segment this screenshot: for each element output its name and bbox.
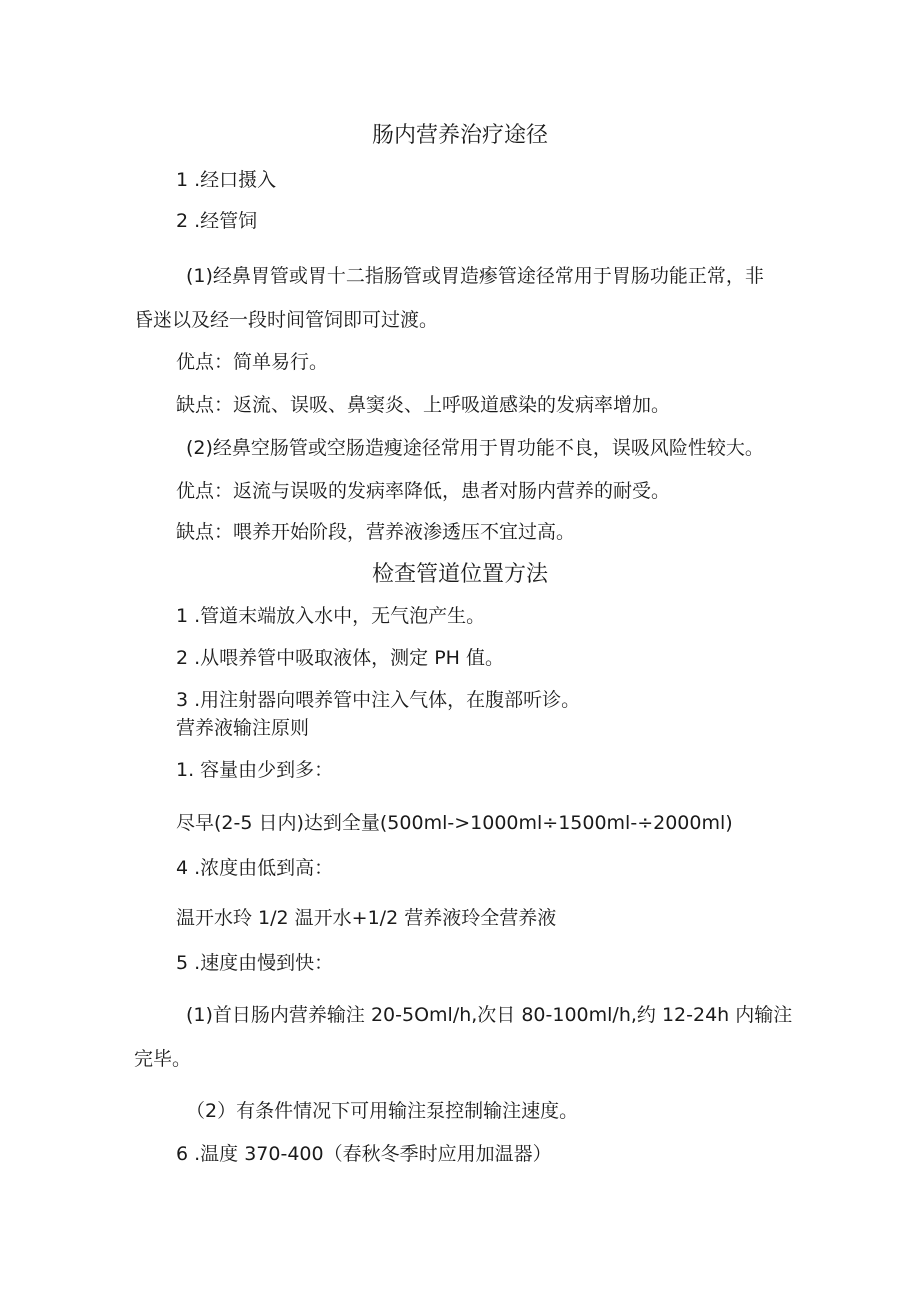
list-item-oral-intake: 1 .经口摄入	[176, 169, 277, 191]
list-item-volume: 1. 容量由少到多：	[176, 759, 334, 781]
speed-detail-first-day-cont: 完毕。	[134, 1048, 192, 1070]
list-item-ph-test: 2 .从喂养管中吸取液体，测定 PH 值。	[176, 647, 504, 669]
volume-detail: 尽早(2-5 日内)达到全量(500ml->1000ml÷1500ml-÷2000ml)	[176, 812, 733, 834]
section-title-tube-position-check: 检查管道位置方法	[371, 562, 548, 587]
pros-nasojejunal: 优点：返流与误吸的发病率降低，患者对肠内营养的耐受。	[176, 480, 671, 502]
paragraph-nasogastric-route-cont: 昏迷以及经一段时间管饲即可过渡。	[134, 309, 439, 331]
list-item-auscultation-test: 3 .用注射器向喂养管中注入气体，在腹部听诊。	[176, 689, 581, 711]
list-item-tube-feeding: 2 .经管饲	[176, 210, 258, 232]
list-item-speed: 5 .速度由慢到快：	[176, 952, 334, 974]
speed-detail-infusion-pump: （2）有条件情况下可用输注泵控制输注速度。	[186, 1100, 579, 1122]
cons-nasojejunal: 缺点：喂养开始阶段，营养液渗透压不宜过高。	[176, 521, 576, 543]
list-item-temperature: 6 .温度 370-400（春秋冬季时应用加温器）	[176, 1143, 552, 1165]
list-item-concentration: 4 .浓度由低到高：	[176, 857, 334, 879]
paragraph-nasojejunal-route: (2)经鼻空肠管或空肠造瘦途径常用于胃功能不良，误吸风险性较大。	[186, 437, 764, 459]
speed-detail-first-day: (1)首日肠内营养输注 20-5Oml/h,次日 80-100ml∕h,约 12-24h 内输注	[186, 1004, 793, 1026]
cons-nasogastric: 缺点：返流、误吸、鼻窦炎、上呼吸道感染的发病率增加。	[176, 394, 671, 416]
paragraph-nasogastric-route: (1)经鼻胃管或胃十二指肠管或胃造瘆管途径常用于胃肠功能正常，非	[186, 265, 764, 287]
section-heading-infusion-principles: 营养液输注原则	[176, 717, 310, 739]
pros-nasogastric: 优点：简单易行。	[176, 351, 329, 373]
concentration-detail: 温开水玲 1/2 温开水+1/2 营养液玲全营养液	[176, 907, 557, 929]
list-item-water-test: 1 .管道末端放入水中，无气泡产生。	[176, 605, 486, 627]
section-title-enteral-routes: 肠内营养治疗途径	[371, 123, 548, 148]
